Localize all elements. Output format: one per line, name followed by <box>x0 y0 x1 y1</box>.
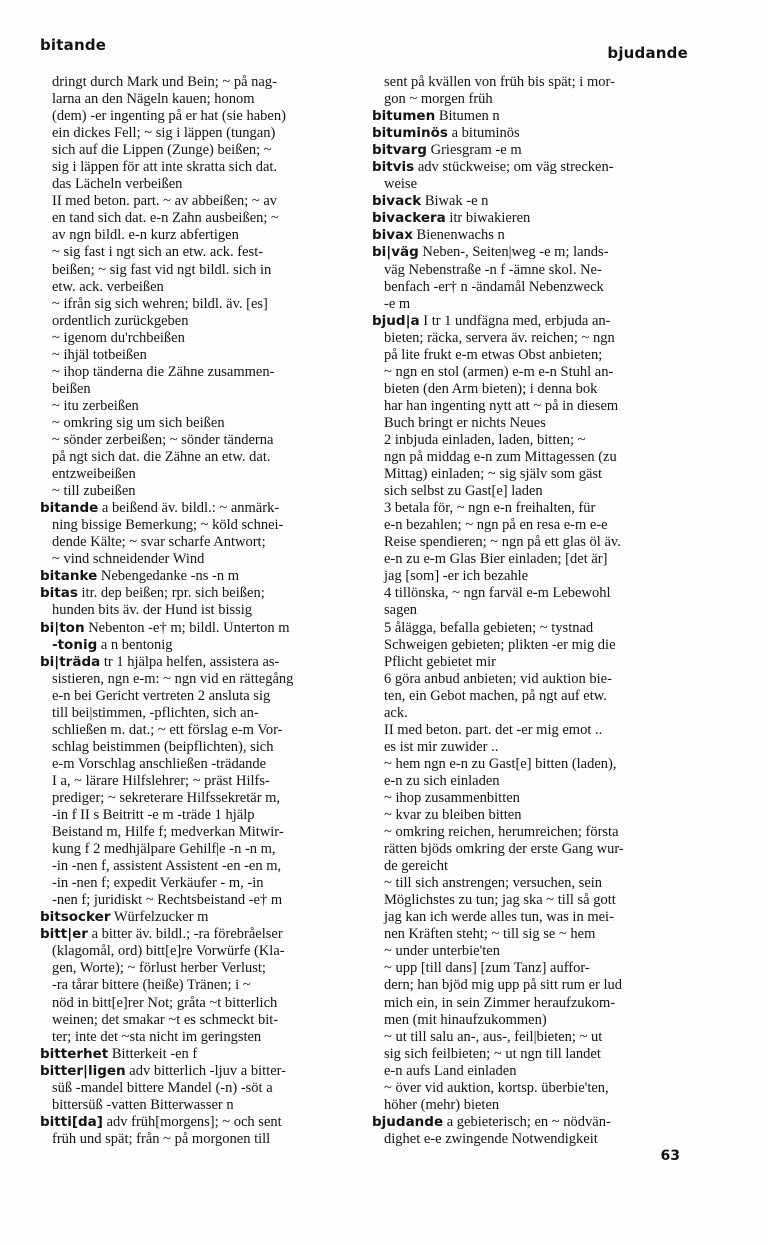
entry-text: av ngn bildl. e-n kurz abfertigen <box>52 227 239 244</box>
text-line <box>40 960 360 977</box>
text-line <box>40 1029 360 1046</box>
text-line <box>40 1080 360 1097</box>
text-line <box>40 466 360 483</box>
entry-text: bieten; räcka, servera äv. reichen; ~ ngn <box>384 329 615 346</box>
entry-text: -e m <box>384 295 411 312</box>
headword: bi|träda <box>40 653 101 670</box>
entry-text: Bitumen n <box>435 108 500 125</box>
text-line <box>40 296 360 313</box>
entry-line <box>40 637 360 654</box>
text-line <box>40 432 360 449</box>
entry-text: schließen m. dat.; ~ ett förslag e-m Vor- <box>52 721 283 738</box>
text-line <box>40 176 360 193</box>
entry-text: ~ ut till salu an-, aus-, feil|bieten; ~ ut <box>384 1028 603 1045</box>
entry-text: -nen f; juridiskt ~ Rechtsbeistand -e† m <box>52 892 283 909</box>
text-line <box>372 773 688 790</box>
text-line <box>40 125 360 142</box>
entry-text: men (mit hinaufzukommen) <box>384 1011 547 1028</box>
entry-text: sich selbst zu Gast[e] laden <box>384 483 543 500</box>
entry-text: sistieren, ngn e-m: ~ ngn vid en rättegång <box>52 670 294 687</box>
entry-text: etw. ack. verbeißen <box>52 278 164 295</box>
text-line <box>372 483 688 500</box>
entry-text: bieten (den Arm bieten); i denna bok <box>384 380 598 397</box>
entry-text: ngn på middag e-n zum Mittagessen (zu <box>384 449 617 466</box>
text-line <box>372 1029 688 1046</box>
text-line <box>372 602 688 619</box>
text-line <box>372 466 688 483</box>
entry-line <box>40 909 360 926</box>
running-head-right: bjudande <box>607 44 688 62</box>
headword: -tonig <box>52 636 98 653</box>
text-line <box>372 875 688 892</box>
headword: bitanke <box>40 568 98 585</box>
text-line <box>372 943 688 960</box>
entry-line <box>372 125 688 142</box>
entry-text: sich auf die Lippen (Zunge) beißen; ~ <box>52 142 272 159</box>
left-column <box>40 74 360 1148</box>
text-line <box>372 705 688 722</box>
entry-text: ~ upp [till dans] [zum Tanz] auffor- <box>384 960 590 977</box>
headword: bitsocker <box>40 909 111 926</box>
entry-text: höher (mehr) bieten <box>384 1096 500 1113</box>
text-line <box>372 449 688 466</box>
entry-text: nen Kräften steht; ~ till sig se ~ hem <box>384 926 596 943</box>
text-line <box>40 91 360 108</box>
text-line <box>40 279 360 296</box>
entry-text: 5 ålägga, befalla gebieten; ~ tystnad <box>384 619 594 636</box>
entry-text: Möglichstes zu tun; jag ska ~ till så gott <box>384 892 616 909</box>
text-line <box>372 858 688 875</box>
entry-line <box>40 654 360 671</box>
entry-text: -in -nen f; expedit Verkäufer - m, -in <box>52 875 264 892</box>
text-line <box>372 790 688 807</box>
running-head-left: bitande <box>40 36 107 54</box>
entry-text: ~ hem ngn e-n zu Gast[e] bitten (laden), <box>384 755 617 772</box>
entry-text: tr 1 hjälpa helfen, assistera as- <box>100 653 280 670</box>
text-line <box>40 671 360 688</box>
text-line <box>372 824 688 841</box>
entry-text: ~ kvar zu bleiben bitten <box>384 807 522 824</box>
entry-text: ~ sönder zerbeißen; ~ sönder tänderna <box>52 431 274 448</box>
entry-text: Neben-, Seiten|weg -e m; lands- <box>418 244 609 261</box>
entry-line <box>40 1046 360 1063</box>
text-line <box>372 279 688 296</box>
entry-text: (dem) -er ingenting på er hat (sie haben) <box>52 108 286 125</box>
text-line <box>40 1012 360 1029</box>
entry-text: e-n zu e-m Glas Bier einladen; [det är] <box>384 551 608 568</box>
entry-text: ack. <box>384 704 408 721</box>
text-line <box>372 585 688 602</box>
text-line <box>372 688 688 705</box>
entry-text: ~ över vid auktion, kortsp. überbie'ten, <box>384 1079 609 1096</box>
headword: bitas <box>40 585 78 602</box>
entry-line <box>372 193 688 210</box>
entry-text: på ngt sich dat. die Zähne an etw. dat. <box>52 449 271 466</box>
entry-text: rätten bjöds omkring der erste Gang wur- <box>384 841 624 858</box>
entry-line <box>40 500 360 517</box>
headword: bivackera <box>372 210 446 227</box>
entry-text: adv früh[morgens]; ~ och sent <box>102 1113 282 1130</box>
text-line <box>372 671 688 688</box>
entry-text: es ist mir zuwider .. <box>384 738 499 755</box>
entry-text: 6 göra anbud anbieten; vid auktion bie- <box>384 670 612 687</box>
entry-text: benfach -er† n -ändamål Nebenzweck <box>384 278 604 295</box>
text-line <box>372 756 688 773</box>
entry-text: sig sich feilbieten; ~ ut ngn till landet <box>384 1045 601 1062</box>
entry-line <box>372 108 688 125</box>
text-line <box>40 364 360 381</box>
text-line <box>40 688 360 705</box>
entry-text: II med beton. part. ~ av abbeißen; ~ av <box>52 193 278 210</box>
entry-text: jag [som] -er ich bezahle <box>384 568 529 585</box>
entry-text: 2 inbjuda einladen, laden, bitten; ~ <box>384 431 586 448</box>
text-line <box>40 977 360 994</box>
entry-text: -in -nen f, assistent Assistent -en -en m, <box>52 858 282 875</box>
text-line <box>40 483 360 500</box>
page-number: 63 <box>660 1148 680 1164</box>
entry-text: a bituminös <box>447 125 520 142</box>
text-line <box>40 756 360 773</box>
headword: bitti[da] <box>40 1113 103 1130</box>
entry-text: dende Kälte; ~ svar scharfe Antwort; <box>52 534 266 551</box>
text-line <box>372 517 688 534</box>
entry-text: a n bentonig <box>97 636 173 653</box>
headword: bitt|er <box>40 926 88 943</box>
text-line <box>40 739 360 756</box>
text-line <box>372 620 688 637</box>
text-line <box>372 432 688 449</box>
entry-text: ~ ifrån sig sich wehren; bildl. äv. [es] <box>52 295 268 312</box>
text-line <box>40 875 360 892</box>
text-line <box>372 415 688 432</box>
text-line <box>372 262 688 279</box>
text-line <box>372 977 688 994</box>
entry-text: Beistand m, Hilfe f; medverkan Mitwir- <box>52 824 284 841</box>
entry-text: entzweibeißen <box>52 466 136 483</box>
entry-text: de gereicht <box>384 858 449 875</box>
entry-text: -in f II s Beitritt -e m -träde 1 hjälp <box>52 807 255 824</box>
text-line <box>372 91 688 108</box>
text-line <box>40 142 360 159</box>
entry-text: sent på kvällen von früh bis spät; i mor- <box>384 74 615 90</box>
entry-text: e-n zu sich einladen <box>384 772 500 789</box>
headword: bitande <box>40 500 99 517</box>
entry-text: Reise spendieren; ~ ngn på ett glas öl äv. <box>384 534 621 551</box>
entry-line <box>40 926 360 943</box>
text-line <box>372 926 688 943</box>
entry-text: e-n bezahlen; ~ ngn på en resa e-m e-e <box>384 517 608 534</box>
entry-text: schlag beistimmen (beipflichten), sich <box>52 738 274 755</box>
entry-text: Bienenwachs n <box>412 227 505 244</box>
entry-text: ten, ein Gebot machen, på ngt auf etw. <box>384 687 607 704</box>
entry-text: ~ ihop tänderna die Zähne zusammen- <box>52 363 275 380</box>
text-line <box>40 398 360 415</box>
entry-text: mich ein, in sein Zimmer heraufzukom- <box>384 994 616 1011</box>
entry-text: Pflicht gebietet mir <box>384 653 496 670</box>
entry-text: II med beton. part. det -er mig emot .. <box>384 721 603 738</box>
entry-text: nöd in bitt[e]rer Not; gråta ~t bitterlich <box>52 994 278 1011</box>
text-line <box>372 534 688 551</box>
entry-text: väg Nebenstraße -n f -ämne skol. Ne- <box>384 261 602 278</box>
text-line <box>40 449 360 466</box>
text-line <box>40 108 360 125</box>
text-line <box>372 807 688 824</box>
entry-text: ~ till sich anstrengen; versuchen, sein <box>384 875 603 892</box>
entry-text: Biwak -e n <box>421 193 489 210</box>
text-line <box>372 176 688 193</box>
entry-text: till bei|stimmen, -pflichten, sich an- <box>52 704 259 721</box>
entry-line <box>40 620 360 637</box>
entry-text: larna an den Nägeln kauen; honom <box>52 91 255 108</box>
entry-text: weise <box>384 176 418 193</box>
text-line <box>40 807 360 824</box>
entry-text: på lite frukt e-m etwas Obst anbieten; <box>384 346 603 363</box>
text-line <box>372 1012 688 1029</box>
entry-text: e-n aufs Land einladen <box>384 1062 517 1079</box>
text-line <box>372 296 688 313</box>
entry-text: jag kan ich werde alles tun, was in mei- <box>384 909 614 926</box>
entry-line <box>372 142 688 159</box>
text-line <box>40 347 360 364</box>
text-line <box>372 654 688 671</box>
text-line <box>372 568 688 585</box>
entry-text: dern; han bjöd mig upp på sitt rum er lud <box>384 977 623 994</box>
entry-text: früh und spät; från ~ på morgonen till <box>52 1130 271 1147</box>
entry-text: süß -mandel bittere Mandel (-n) -söt a <box>52 1079 273 1096</box>
entry-text: itr biwakieren <box>445 210 531 227</box>
text-line <box>40 824 360 841</box>
entry-text: ein dickes Fell; ~ sig i läppen (tungan) <box>52 125 276 142</box>
entry-text: dringt durch Mark und Bein; ~ på nag- <box>52 74 277 90</box>
text-line <box>40 227 360 244</box>
entry-text: ordentlich zurückgeben <box>52 312 189 329</box>
text-line <box>40 1131 360 1148</box>
text-line <box>40 381 360 398</box>
entry-text: ~ omkring reichen, herumreichen; första <box>384 824 619 841</box>
text-line <box>40 313 360 330</box>
text-line <box>40 330 360 347</box>
text-line <box>40 210 360 227</box>
text-line <box>40 1097 360 1114</box>
headword: bivax <box>372 227 413 244</box>
text-line <box>40 722 360 739</box>
text-line <box>40 262 360 279</box>
entry-text: ~ igenom du'rchbeißen <box>52 329 185 346</box>
text-line <box>372 1063 688 1080</box>
entry-line <box>372 159 688 176</box>
text-line <box>40 193 360 210</box>
text-line <box>372 1080 688 1097</box>
entry-text: weinen; det smakar ~t es schmeckt bit- <box>52 1011 279 1028</box>
entry-text: Buch bringt er nichts Neues <box>384 414 546 431</box>
entry-text: I tr 1 undfägna med, erbjuda an- <box>419 312 611 329</box>
text-line <box>40 705 360 722</box>
entry-text: ~ ihop zusammenbitten <box>384 789 520 806</box>
text-line <box>40 551 360 568</box>
entry-text: Griesgram -e m <box>426 142 522 159</box>
text-line <box>40 534 360 551</box>
text-line <box>372 722 688 739</box>
text-line <box>372 841 688 858</box>
text-line <box>40 790 360 807</box>
entry-line <box>372 244 688 261</box>
entry-text: ~ sig fast i ngt sich an etw. ack. fest- <box>52 244 264 261</box>
entry-text: ter; inte det ~sta nicht im geringsten <box>52 1028 262 1045</box>
entry-text: adv stückweise; om väg strecken- <box>414 159 614 176</box>
entry-text: Bitterkeit -en f <box>108 1045 198 1062</box>
text-line <box>40 415 360 432</box>
entry-line <box>372 1114 688 1131</box>
entry-text: -ra tårar bittere (heiße) Tränen; i ~ <box>52 977 251 994</box>
text-line <box>372 551 688 568</box>
entry-text: Mittag) einladen; ~ sig själv som gäst <box>384 466 603 483</box>
entry-text: sig i läppen för att inte skratta sich dat. <box>52 159 278 176</box>
text-line <box>40 159 360 176</box>
entry-text: ~ till zubeißen <box>52 483 136 500</box>
headword: bitvarg <box>372 142 427 159</box>
text-line <box>372 739 688 756</box>
entry-text: a gebieterisch; en ~ nödvän- <box>443 1113 611 1130</box>
entry-text: sagen <box>384 602 418 619</box>
entry-text: gon ~ morgen früh <box>384 91 493 108</box>
text-line <box>40 74 360 91</box>
text-line <box>372 74 688 91</box>
text-line <box>40 995 360 1012</box>
text-line <box>40 517 360 534</box>
entry-text: beißen <box>52 380 91 397</box>
text-line <box>372 637 688 654</box>
text-line <box>372 960 688 977</box>
entry-text: ~ itu zerbeißen <box>52 397 139 414</box>
headword: bitumen <box>372 108 436 125</box>
entry-text: 3 betala för, ~ ngn e-n freihalten, für <box>384 500 596 517</box>
headword: bjud|a <box>372 312 420 329</box>
entry-text: a bitter äv. bildl.; -ra förebråelser <box>87 926 283 943</box>
entry-line <box>372 313 688 330</box>
text-line <box>372 500 688 517</box>
headword: bitterhet <box>40 1045 109 1062</box>
text-line <box>372 1097 688 1114</box>
entry-text: beißen; ~ sig fast vid ngt bildl. sich in <box>52 261 272 278</box>
entry-text: ~ ngn en stol (armen) e-m e-n Stuhl an- <box>384 363 614 380</box>
entry-text: ~ vind schneidender Wind <box>52 551 205 568</box>
text-line <box>372 892 688 909</box>
entry-text: ~ omkring sig um sich beißen <box>52 414 225 431</box>
text-line <box>372 330 688 347</box>
headword: bivack <box>372 193 422 210</box>
entry-line <box>372 227 688 244</box>
entry-line <box>40 1114 360 1131</box>
entry-text: Schweigen gebieten; plikten -er mig die <box>384 636 616 653</box>
entry-text: Nebengedanke -ns -n m <box>97 568 239 585</box>
entry-text: prediger; ~ sekreterare Hilfssekretär m, <box>52 789 281 806</box>
text-line <box>372 364 688 381</box>
entry-text: I a, ~ lärare Hilfslehrer; ~ präst Hilfs- <box>52 772 270 789</box>
headword: bitter|ligen <box>40 1062 126 1079</box>
entry-line <box>40 1063 360 1080</box>
text-line <box>372 398 688 415</box>
text-line <box>40 602 360 619</box>
entry-text: kung f 2 medhjälpare Gehilf|e -n -n m, <box>52 841 276 858</box>
entry-text: hunden bits äv. der Hund ist bissig <box>52 602 253 619</box>
entry-text: itr. dep beißen; rpr. sich beißen; <box>77 585 265 602</box>
entry-text: 4 tillönska, ~ ngn farväl e-m Lebewohl <box>384 585 611 602</box>
entry-text: e-n bei Gericht vertreten 2 ansluta sig <box>52 687 271 704</box>
entry-text: ning bissige Bemerkung; ~ köld schnei- <box>52 517 284 534</box>
entry-line <box>372 210 688 227</box>
headword: bi|väg <box>372 244 419 261</box>
right-column <box>372 74 688 1148</box>
entry-text: har han ingenting nytt att ~ på in diesem <box>384 397 619 414</box>
text-line <box>40 892 360 909</box>
text-line <box>372 381 688 398</box>
headword: bitvis <box>372 159 415 176</box>
entry-text: ~ under unterbie'ten <box>384 943 500 960</box>
entry-text: adv bitterlich -ljuv a bitter- <box>125 1062 287 1079</box>
text-line <box>40 943 360 960</box>
text-line <box>40 773 360 790</box>
entry-text: das Lächeln verbeißen <box>52 176 183 193</box>
text-line <box>372 347 688 364</box>
text-line <box>40 858 360 875</box>
entry-text: gen, Worte); ~ förlust herber Verlust; <box>52 960 266 977</box>
headword: bi|ton <box>40 619 85 636</box>
text-line <box>372 1046 688 1063</box>
entry-text: Würfelzucker m <box>110 909 209 926</box>
text-line <box>372 1131 688 1148</box>
text-line <box>40 244 360 261</box>
entry-line <box>40 585 360 602</box>
entry-text: (klagomål, ord) bitt[e]re Vorwürfe (Kla- <box>52 943 285 960</box>
entry-text: ~ ihjäl totbeißen <box>52 346 147 363</box>
entry-text: bittersüß -vatten Bitterwasser n <box>52 1096 234 1113</box>
entry-text: e-m Vorschlag anschließen -trädande <box>52 755 267 772</box>
entry-text: Nebenton -e† m; bildl. Unterton m <box>84 619 290 636</box>
entry-text: a beißend äv. bildl.: ~ anmärk- <box>98 500 280 517</box>
entry-text: dighet e-e zwingende Notwendigkeit <box>384 1130 598 1147</box>
entry-text: en tand sich dat. e-n Zahn ausbeißen; ~ <box>52 210 279 227</box>
entry-line <box>40 568 360 585</box>
headword: bituminös <box>372 125 448 142</box>
text-line <box>40 841 360 858</box>
text-line <box>372 995 688 1012</box>
headword: bjudande <box>372 1113 444 1130</box>
text-line <box>372 909 688 926</box>
